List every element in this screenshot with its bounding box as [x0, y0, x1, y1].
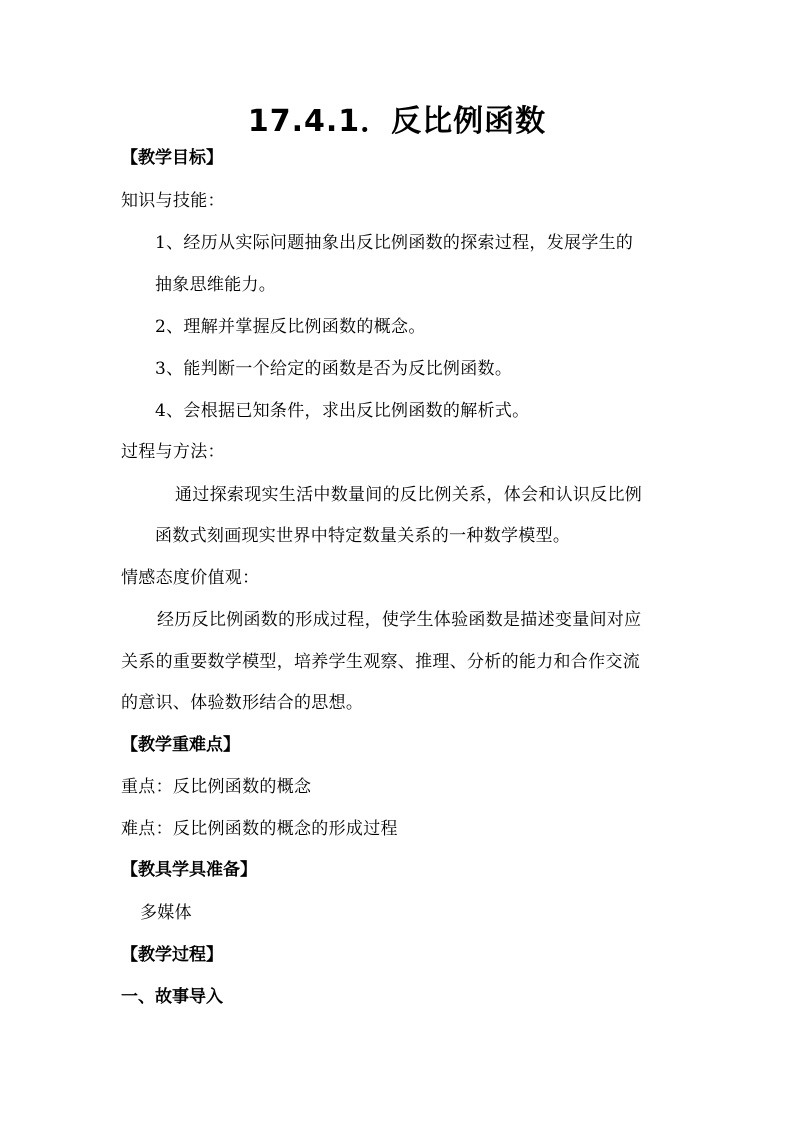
attitude-values-line-2: 关系的重要数学模型，培养学生观察、推理、分析的能力和合作交流: [121, 652, 640, 672]
process-methods-line-1: 通过探索现实生活中数量间的反比例关系，体会和认识反比例: [175, 485, 643, 505]
attitude-values-line-3: 的意识、体验数形结合的思想。: [121, 693, 364, 713]
knowledge-item-1-line-1: 1、经历从实际问题抽象出反比例函数的探索过程，发展学生的: [155, 233, 634, 253]
knowledge-item-3: 3、能判断一个给定的函数是否为反比例函数。: [155, 359, 513, 379]
key-difficult-points-heading: 【教学重难点】: [121, 735, 240, 755]
teaching-tools-item: 多媒体: [140, 903, 192, 923]
knowledge-skills-label: 知识与技能：: [121, 191, 225, 211]
difficult-point: 难点：反比例函数的概念的形成过程: [121, 819, 398, 839]
teaching-objectives-heading: 【教学目标】: [121, 148, 223, 168]
page-title: 17.4.1．反比例函数: [247, 104, 547, 139]
teaching-process-heading: 【教学过程】: [121, 945, 223, 965]
knowledge-item-4: 4、会根据已知条件，求出反比例函数的解析式。: [155, 401, 530, 421]
key-point: 重点：反比例函数的概念: [121, 777, 312, 797]
knowledge-item-1-line-2: 抽象思维能力。: [155, 275, 277, 295]
attitude-values-label: 情感态度价值观：: [121, 568, 260, 588]
process-methods-label: 过程与方法：: [121, 442, 225, 462]
process-methods-line-2: 函数式刻画现实世界中特定数量关系的一种数学模型。: [155, 526, 571, 546]
knowledge-item-2: 2、理解并掌握反比例函数的概念。: [155, 317, 426, 337]
teaching-tools-heading: 【教具学具准备】: [121, 860, 257, 880]
story-intro-heading: 一、故事导入: [121, 987, 223, 1007]
attitude-values-line-1: 经历反比例函数的形成过程，使学生体验函数是描述变量间对应: [157, 610, 642, 630]
